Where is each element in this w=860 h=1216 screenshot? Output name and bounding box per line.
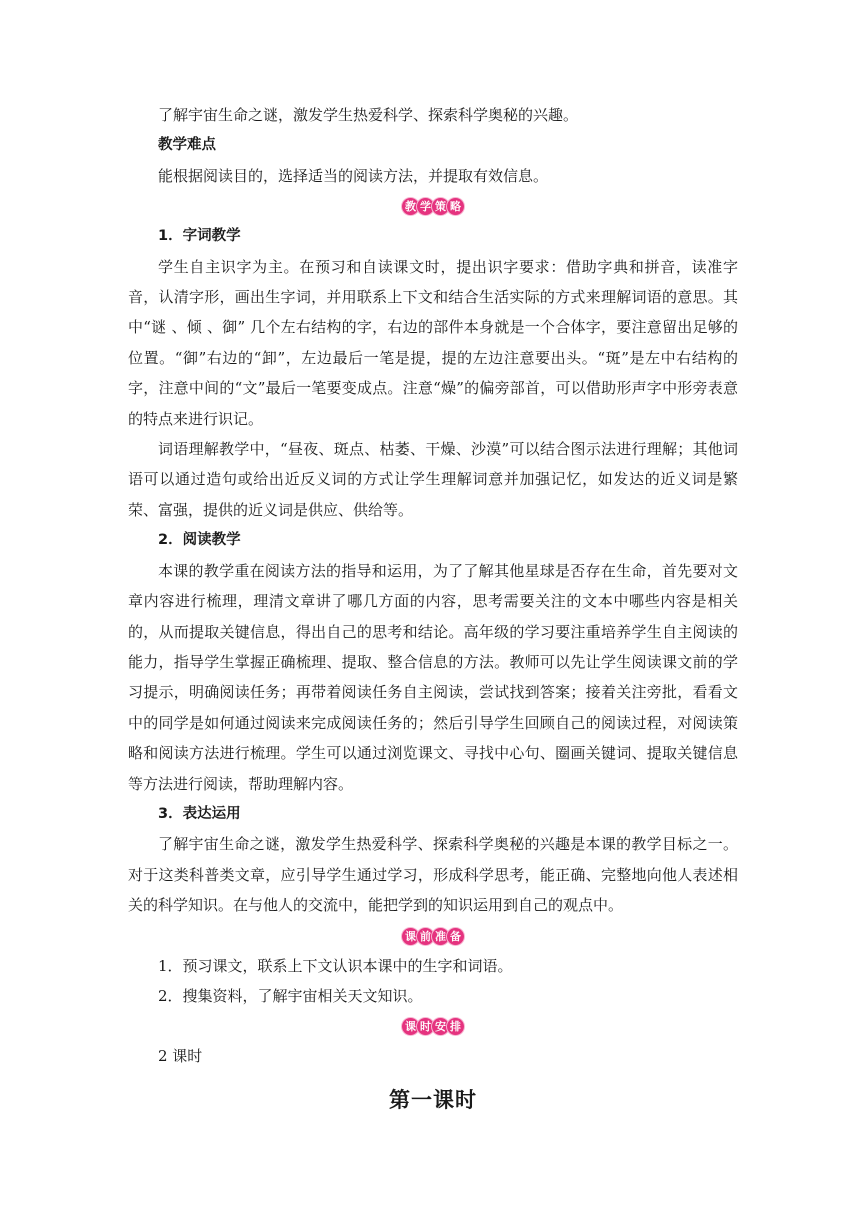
goal-paragraph: 了解宇宙生命之谜，激发学生热爱科学、探索科学奥秘的兴趣。 (158, 106, 579, 124)
lesson-title: 第一课时 (389, 1087, 477, 1112)
badge-char: 略 (447, 198, 464, 215)
prep-badge (403, 928, 463, 945)
badge-char: 准 (432, 928, 449, 945)
strategy-badge (403, 198, 463, 215)
badge-char: 时 (417, 1018, 434, 1035)
schedule-badge (403, 1018, 463, 1035)
document-page (128, 100, 738, 1116)
badge-char: 排 (447, 1018, 464, 1035)
word-teaching-heading: 1．字词教学 (158, 228, 241, 245)
reading-teaching-heading: 2．阅读教学 (158, 532, 241, 549)
badge-char: 备 (447, 928, 464, 945)
prep-item-1: 1．预习课文，联系上下文认识本课中的生字和词语。 (158, 956, 513, 975)
difficulty-heading: 教学难点 (158, 137, 216, 154)
badge-char: 教 (402, 198, 419, 215)
prep-badge-row (128, 921, 738, 951)
badge-char: 课 (402, 928, 419, 945)
word-teaching-paragraph-1: 学生自主识字为主。在预习和自读课文时，提出识字要求：借助字典和拼音，读准字音，认清字形，画出生字词，并用联系上下文和结合生活实际的方式来理解词语的意思。其中“谜 、倾 、御” 几个左右结构的字，右边的部件本身就是一个合体字，要注意留出足够的位置。“御”右边的“卸”，左边最后一笔是提，提的左边注意要出头。“斑”是左中右结构的字，注意中间的“文”最后一笔要变成点。注意“燥”的偏旁部首，可以借助形声字中形旁表意的特点来进行识记。 (128, 257, 738, 428)
badge-char: 安 (432, 1018, 449, 1035)
badge-char: 课 (402, 1018, 419, 1035)
expression-heading: 3．表达运用 (158, 805, 241, 822)
expression-paragraph: 了解宇宙生命之谜，激发学生热爱科学、探索科学奥秘的兴趣是本课的教学目标之一。对于这类科普类文章，应引导学生通过学习，形成科学思考，能正确、完整地向他人表述相关的科学知识。在与他人的交流中，能把学到的知识运用到自己的观点中。 (128, 835, 738, 915)
strategy-badge-row (128, 191, 738, 221)
reading-teaching-paragraph: 本课的教学重在阅读方法的指导和运用，为了了解其他星球是否存在生命，首先要对文章内容进行梳理，理清文章讲了哪几方面的内容，思考需要关注的文本中哪些内容是相关的，从而提取关键信息，得出自己的思考和结论。高年级的学习要注重培养学生自主阅读的能力，指导学生掌握正确梳理、提取、整合信息的方法。教师可以先让学生阅读课文前的学习提示，明确阅读任务；再带着阅读任务自主阅读，尝试找到答案；接着关注旁批，看看文中的同学是如何通过阅读来完成阅读任务的；然后引导学生回顾自己的阅读过程，对阅读策略和阅读方法进行梳理。学生可以通过浏览课文、寻找中心句、圈画关键词、提取关键信息等方法进行阅读，帮助理解内容。 (128, 561, 738, 793)
badge-char: 策 (432, 198, 449, 215)
prep-item-2: 2．搜集资料，了解宇宙相关天文知识。 (158, 986, 423, 1005)
schedule-text: 2 课时 (158, 1047, 203, 1066)
word-teaching-paragraph-2: 词语理解教学中，“昼夜、斑点、枯萎、干燥、沙漠”可以结合图示法进行理解；其他词语可以通过造句或给出近反义词的方式让学生理解词意并加强记忆，如发达的近义词是繁荣、富强，提供的近义词是供应、供给等。 (128, 440, 738, 519)
badge-char: 学 (417, 198, 434, 215)
difficulty-paragraph: 能根据阅读目的，选择适当的阅读方法，并提取有效信息。 (158, 166, 549, 185)
schedule-badge-row (128, 1011, 738, 1041)
badge-char: 前 (417, 928, 434, 945)
